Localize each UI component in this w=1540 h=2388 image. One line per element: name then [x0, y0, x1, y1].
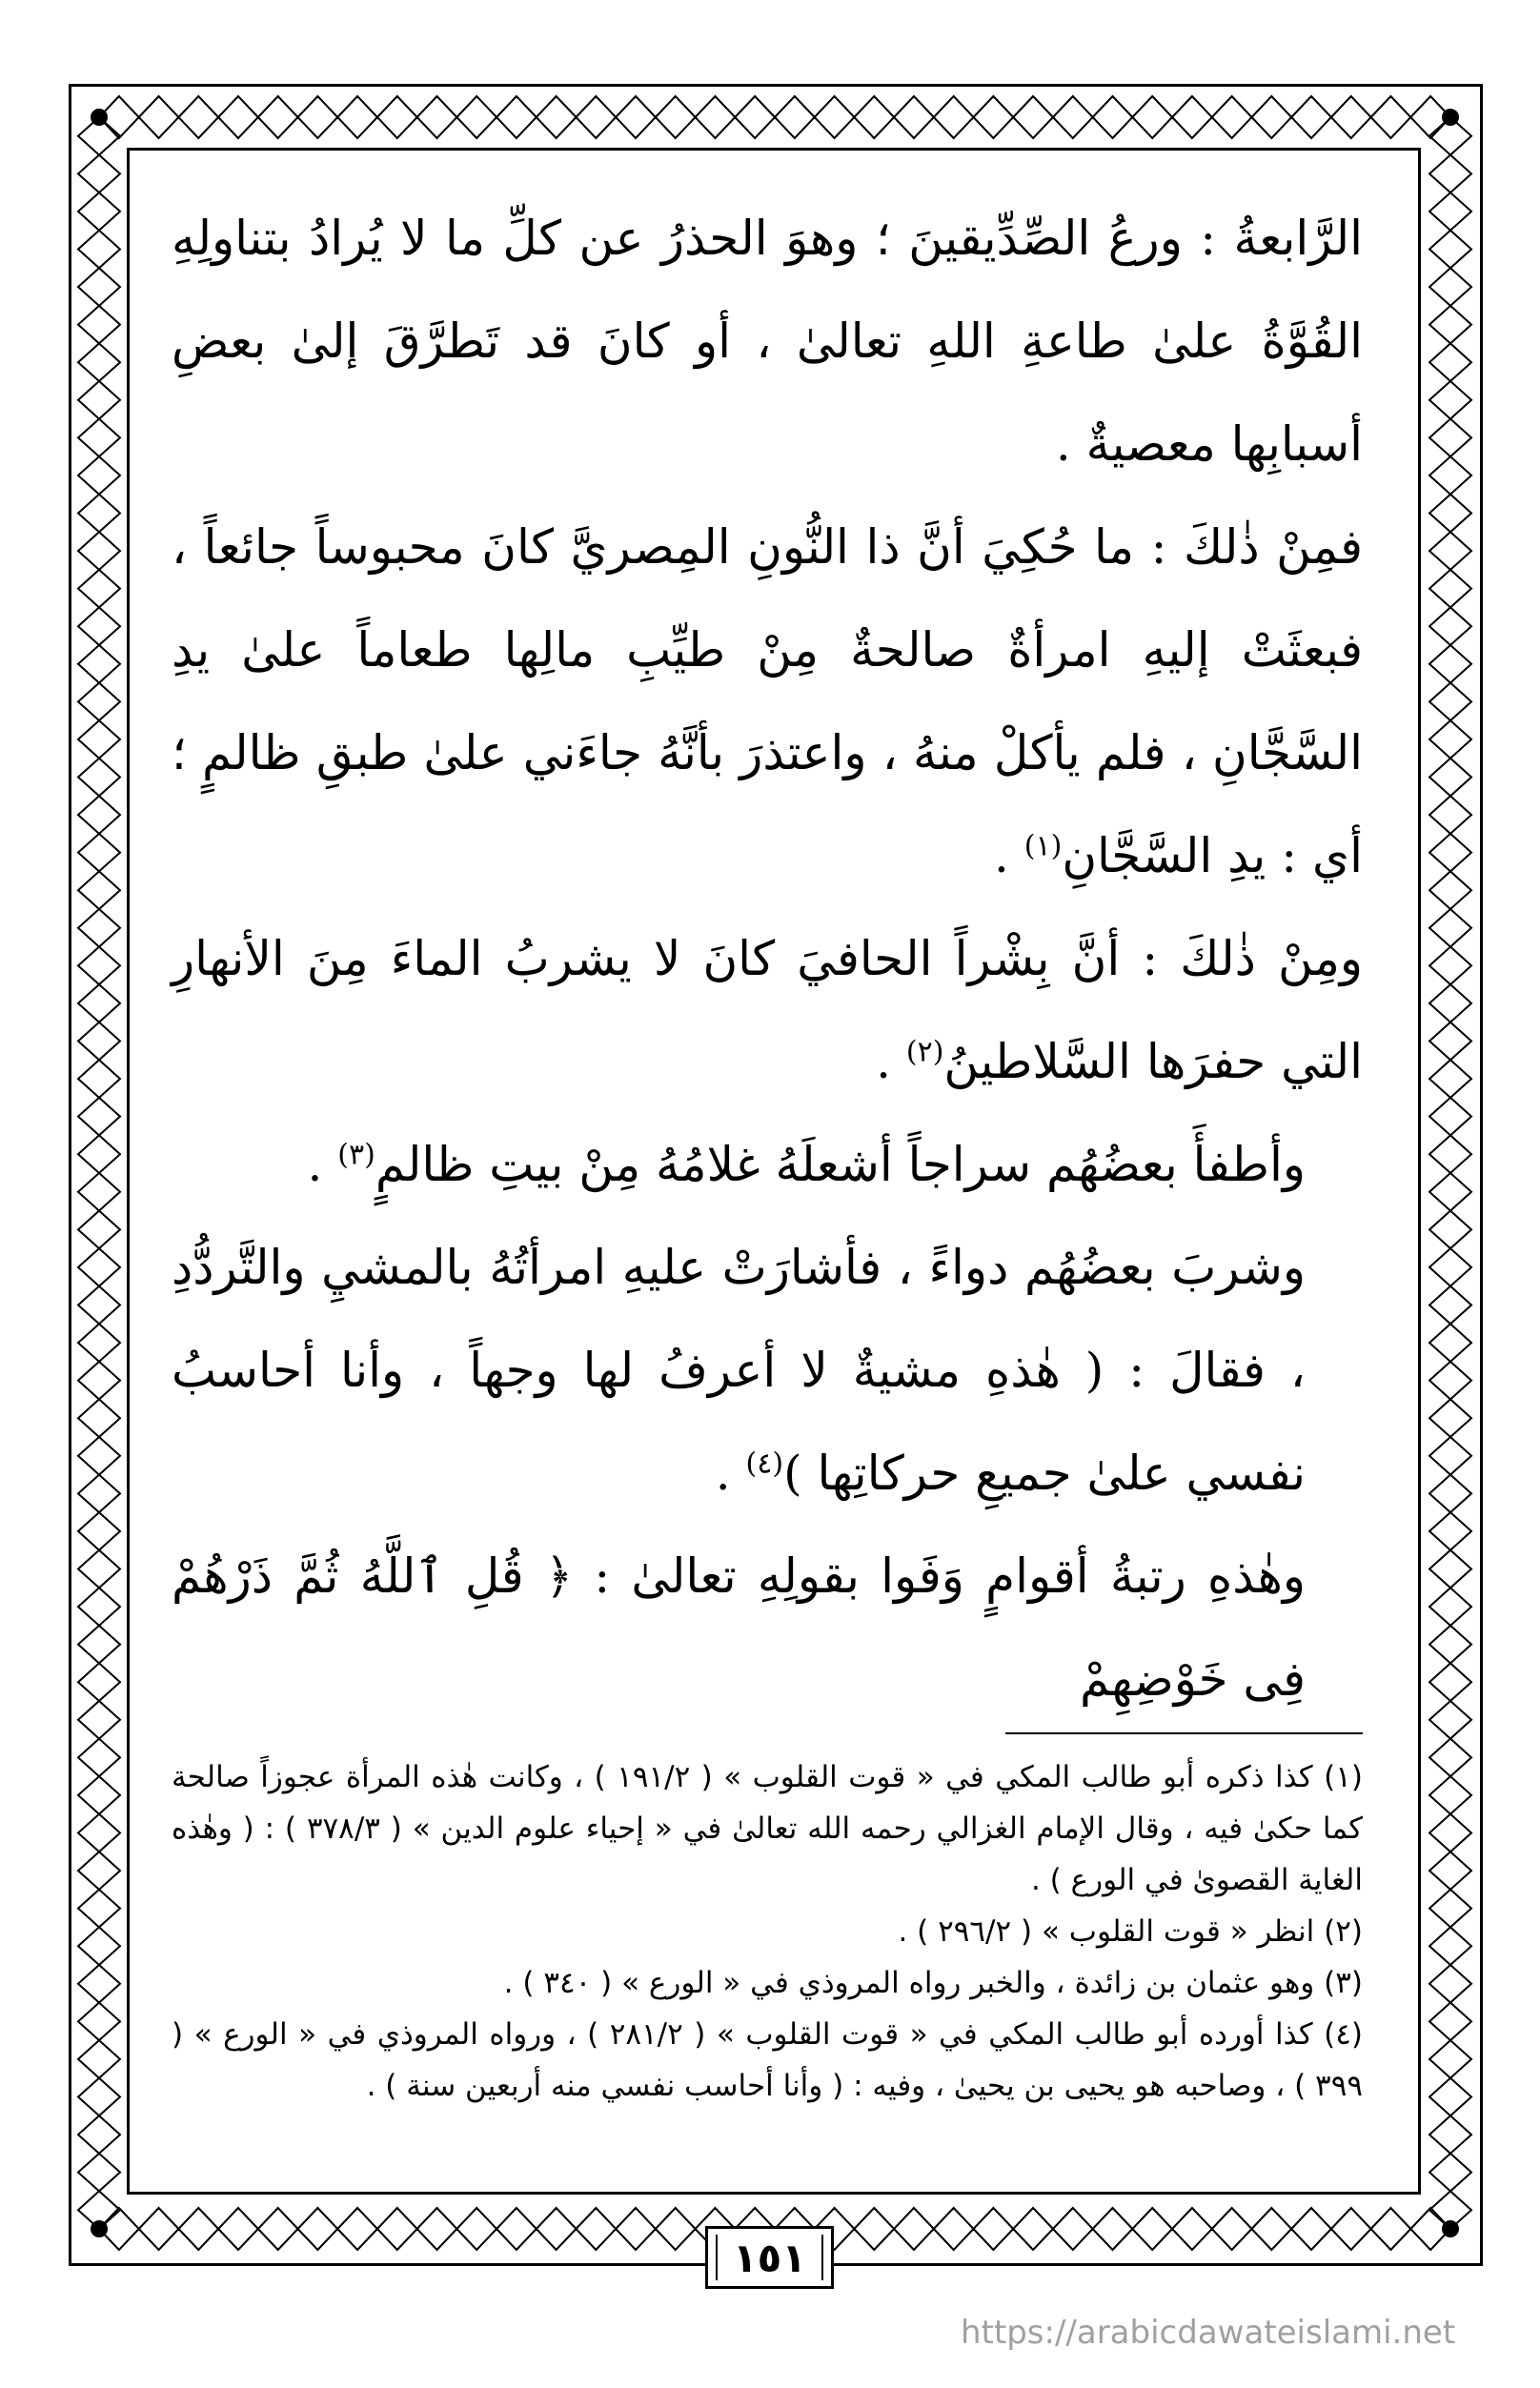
page-number-text: ١٥١	[733, 2234, 806, 2281]
footnote-1: (١) كذا ذكره أبو طالب المكي في « قوت القلوب » ( ١٩١/٢ ) ، وكانت هٰذه المرأة عجوزاً صالحة كما حكىٰ فيه ، وقال الإمام الغزالي رحمه الله تعالىٰ في « إحياء علوم الدين » ( ٣٧٨/٣ ) : ( وهٰذه الغاية القصوىٰ في الورع ) .	[172, 1760, 1363, 1897]
period: .	[876, 1034, 906, 1089]
page-number	[705, 2226, 834, 2289]
period: .	[993, 828, 1024, 883]
paragraph-wara-siddiqin: الرَّابعةُ : ورعُ الصِّدِّيقينَ ؛ وهوَ الحذرُ عن كلِّ ما لا يُرادُ بتناولِهِ القُوَّةُ علىٰ طاعةِ اللهِ تعالىٰ ، أو كانَ قد تَطرَّقَ إلىٰ بعضِ أسبابِها معصيةٌ .	[172, 211, 1363, 472]
period: .	[715, 1446, 746, 1501]
main-text	[172, 187, 1363, 1730]
footnote-4: (٤) كذا أورده أبو طالب المكي في « قوت القلوب » ( ٢٨١/٢ ) ، ورواه المروذي في « الورع » ( ٣٩٩ ) ، وصاحبه هو يحيى بن يحيىٰ ، وفيه : ( وأنا أحاسب نفسي منه أربعين سنة ) .	[172, 2017, 1363, 2103]
paragraph-medicine	[172, 1216, 1363, 1525]
footnote-2: (٢) انظر « قوت القلوب » ( ٢٩٦/٢ ) .	[898, 1914, 1363, 1949]
paragraph-dhul-nun-text: فمِنْ ذٰلكَ : ما حُكِيَ أنَّ ذا النُّونِ المِصريَّ كانَ محبوساً جائعاً ، فبعثَتْ إليهِ امرأةٌ صالحةٌ مِنْ طيِّبِ مالِها طعاماً علىٰ يدِ السَّجَّانِ ، فلم يأكلْ منهُ ، واعتذرَ بأنَّهُ جاءَني علىٰ طبقِ ظالمٍ ؛ أي : يدِ السَّجَّانِ	[172, 519, 1363, 883]
footnote-separator	[1005, 1732, 1363, 1734]
footnote-ref-3: (٣)	[337, 1138, 375, 1172]
paragraph-lamp	[172, 1113, 1363, 1216]
footnote-ref-1: (١)	[1023, 829, 1063, 863]
paragraph-medicine-text: وشربَ بعضُهُم دواءً ، فأشارَتْ عليهِ امرأتُهُ بالمشيِ والتَّردُّدِ ، فقالَ : ( هٰذهِ مشيةٌ لا أعرفُ لها وجهاً ، وأنا أحاسبُ نفسي علىٰ جميعِ حركاتِها )	[172, 1240, 1306, 1501]
paragraph-rank: وهٰذهِ رتبةُ أقوامٍ وَفَوا بقولِهِ تعالىٰ : ﴿ قُلِ ٱللَّهُ ثُمَّ ذَرْهُمْ فِى خَوْضِهِمْ	[172, 1548, 1306, 1707]
watermark-url: https://arabicdawateislami.net	[961, 2314, 1456, 2352]
period: .	[307, 1137, 338, 1192]
paragraph-bishr-al-hafi	[172, 907, 1363, 1113]
paragraph-lamp-text: وأطفأَ بعضُهُم سراجاً أشعلَهُ غلامُهُ مِنْ بيتِ ظالمٍ	[375, 1137, 1306, 1192]
footnote-3: (٣) وهو عثمان بن زائدة ، والخبر رواه المروذي في « الورع » ( ٣٤٠ ) .	[503, 1966, 1363, 2000]
footnote-ref-4: (٤)	[745, 1447, 784, 1481]
paragraph-bishr-text: ومِنْ ذٰلكَ : أنَّ بِشْراً الحافيَ كانَ لا يشربُ الماءَ مِنَ الأنهارِ التي حفرَها السَّلاطينُ	[172, 931, 1363, 1089]
footnote-ref-2: (٢)	[905, 1035, 944, 1069]
paragraph-dhul-nun	[172, 496, 1363, 907]
footnotes	[172, 1751, 1363, 2112]
